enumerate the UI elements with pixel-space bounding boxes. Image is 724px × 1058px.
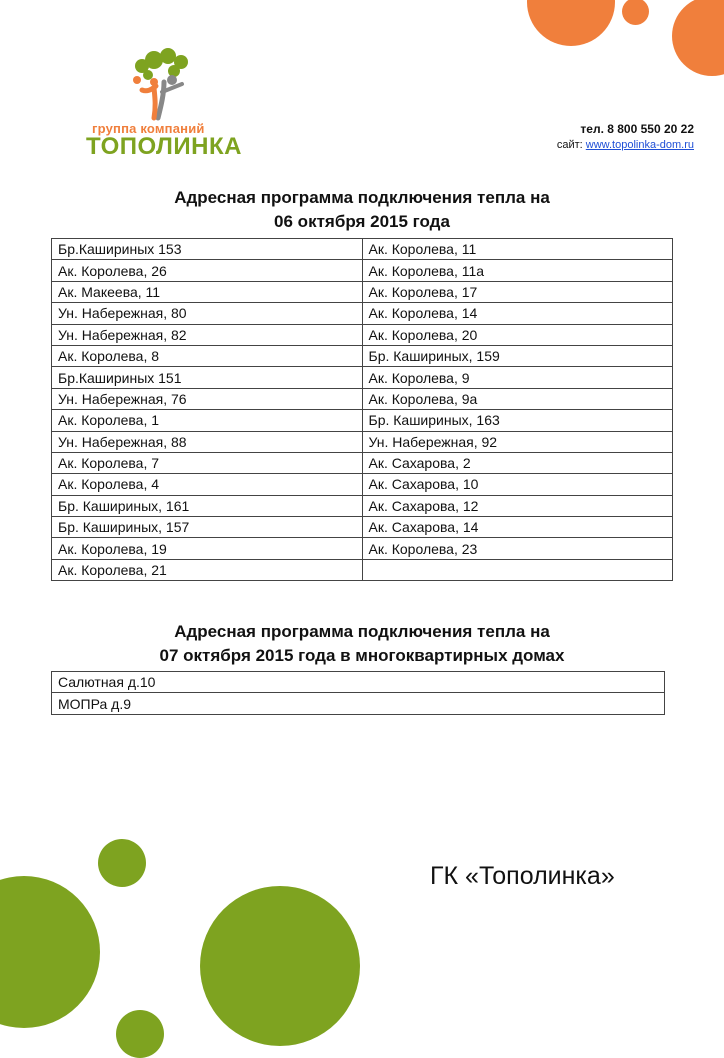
address-cell: Бр. Кашириных, 159: [362, 345, 673, 366]
addresses-table-oct-06: [51, 238, 673, 581]
green-circle-small: [98, 839, 146, 887]
table-row: [52, 324, 673, 345]
address-cell: Бр. Кашириных, 161: [52, 495, 363, 516]
table-row: [52, 474, 673, 495]
contact-block: [557, 121, 694, 153]
address-cell: Ак. Королева, 19: [52, 538, 363, 559]
section2-title-line2: 07 октября 2015 года в многоквартирных домах: [159, 646, 565, 665]
address-cell: Ак. Королева, 21: [52, 559, 363, 580]
logo-name: ТОПОЛИНКА: [86, 133, 242, 160]
table-row: [52, 538, 673, 559]
section1-title-line2: 06 октября 2015 года: [274, 212, 450, 231]
company-logo: [80, 48, 255, 158]
address-cell: Ак. Королева, 23: [362, 538, 673, 559]
address-cell: Ак. Макеева, 11: [52, 281, 363, 302]
company-signature: ГК «Тополинка»: [430, 862, 615, 890]
orange-circle-large: [527, 0, 615, 46]
address-cell: Ак. Королева, 26: [52, 260, 363, 281]
address-cell: Ак. Королева, 1: [52, 410, 363, 431]
address-cell: Ак. Королева, 11а: [362, 260, 673, 281]
address-cell: Ун. Набережная, 76: [52, 388, 363, 409]
table-row: [52, 345, 673, 366]
address-cell: Ак. Королева, 14: [362, 303, 673, 324]
address-cell: Ак. Королева, 17: [362, 281, 673, 302]
address-cell: Ак. Сахарова, 14: [362, 517, 673, 538]
address-cell: Бр. Кашириных, 157: [52, 517, 363, 538]
address-cell: Бр.Кашириных 151: [52, 367, 363, 388]
table-row: [52, 559, 673, 580]
table-row: [52, 303, 673, 324]
address-cell: Ак. Королева, 7: [52, 452, 363, 473]
section2-title: [0, 620, 724, 668]
address-cell: Ак. Королева, 20: [362, 324, 673, 345]
address-cell: Ак. Сахарова, 10: [362, 474, 673, 495]
table-row: [52, 517, 673, 538]
green-circle-large: [200, 886, 360, 1046]
table-row: [52, 672, 665, 693]
address-cell: Ак. Сахарова, 12: [362, 495, 673, 516]
address-cell: Ак. Королева, 11: [362, 239, 673, 260]
address-cell: Ун. Набережная, 80: [52, 303, 363, 324]
address-cell: Ак. Королева, 8: [52, 345, 363, 366]
orange-circle-small: [622, 0, 649, 25]
phone-number: тел. 8 800 550 20 22: [580, 122, 694, 136]
table-row: [52, 495, 673, 516]
address-cell: Бр.Кашириных 153: [52, 239, 363, 260]
site-link[interactable]: www.topolinka-dom.ru: [585, 139, 694, 151]
table-row: [52, 431, 673, 452]
site-line: [557, 137, 694, 153]
table-row: [52, 410, 673, 431]
section1-title: [0, 186, 724, 234]
section2-title-line1: Адресная программа подключения тепла на: [174, 622, 550, 641]
addresses-table-oct-07: [51, 671, 665, 715]
table-row: [52, 388, 673, 409]
section1-title-line1: Адресная программа подключения тепла на: [174, 188, 550, 207]
green-circle-left: [0, 876, 100, 1028]
logo-tagline: группа компаний: [92, 121, 205, 136]
address-cell: Салютная д.10: [52, 672, 665, 693]
table-row: [52, 239, 673, 260]
address-cell: Ун. Набережная, 82: [52, 324, 363, 345]
address-cell: Ак. Королева, 9а: [362, 388, 673, 409]
address-cell: Ак. Сахарова, 2: [362, 452, 673, 473]
table-row: [52, 281, 673, 302]
address-cell: Ак. Королева, 4: [52, 474, 363, 495]
tree-icon: [128, 48, 200, 122]
site-label: сайт:: [556, 139, 583, 151]
address-cell: Бр. Кашириных, 163: [362, 410, 673, 431]
address-cell: Ак. Королева, 9: [362, 367, 673, 388]
address-cell: [362, 559, 673, 580]
orange-circle-right: [672, 0, 724, 76]
green-circle-bottom: [116, 1010, 164, 1058]
table-row: [52, 260, 673, 281]
table-row: [52, 367, 673, 388]
address-cell: Ун. Набережная, 88: [52, 431, 363, 452]
table-row: [52, 693, 665, 714]
table-row: [52, 452, 673, 473]
address-cell: МОПРа д.9: [52, 693, 665, 714]
address-cell: Ун. Набережная, 92: [362, 431, 673, 452]
